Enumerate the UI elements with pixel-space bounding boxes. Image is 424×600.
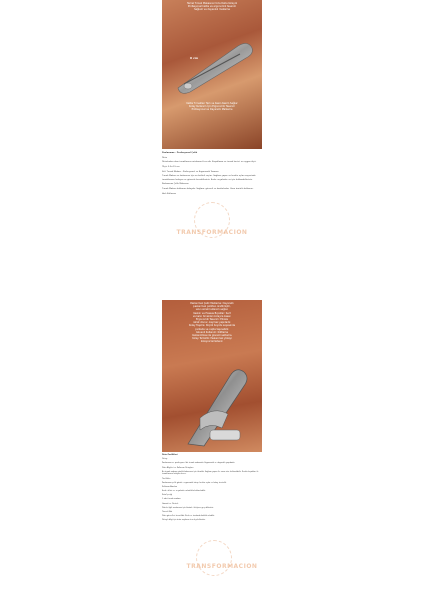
description-text-1 <box>162 152 262 197</box>
banner-2-line: Ergonomik Tasarım: Elinize <box>195 318 229 322</box>
text-paragraph: Ürün Bilgileri ve Kullanım Detayları <box>162 466 194 469</box>
banner-2-line: paslanmaz çelikten üretilmiştir, <box>193 305 231 309</box>
banner-2-line: Güvenli Kullanım: Kilitleme <box>195 330 229 334</box>
size-label: 6 cm <box>190 56 199 60</box>
nail-clipper-image <box>168 28 258 98</box>
banner-1-line: Sağlam ve dayanıklı malzeme <box>194 8 230 12</box>
product-description-column <box>162 0 262 600</box>
banner-2-line: Kolay Taşıma: Küçük boyutu sayesinde <box>188 324 236 328</box>
watermark-text: TRANSFORMACION <box>186 563 258 570</box>
nail-clipper-closeup-image <box>170 356 254 448</box>
text-paragraph: Hızlı Kullanım <box>162 192 176 195</box>
text-paragraph: Ürünle ilgili sorularınız için bizimle iletişime geçebilirsiniz. <box>162 506 214 509</box>
text-paragraph: Detay <box>162 458 168 461</box>
banner-2-line: rahat oturur, kaymaz yapıdadır. <box>193 321 231 325</box>
banner-2-line: kolayca temizlenir. <box>200 340 224 344</box>
text-paragraph: Paslanmaz Çelik Malzeme <box>162 183 189 186</box>
banner-2-line: Kolay Temizlik: Paslanmaz yüzeyi <box>192 337 232 341</box>
text-paragraph: Bu tırnak makası günlük bakımınız için idealdir. Sağlam yapısı ile uzun süre kullanılabilir. Keskin bıçakları ile tırnaklarınızı kolayca keser. <box>162 470 259 476</box>
banner-1-bottom-line: Profesyonel ve Dayanıklı Malzeme <box>191 108 233 112</box>
text-paragraph: Ürün Özellikleri <box>162 454 178 456</box>
text-paragraph: Ölçü: 5.5x1.5 cm <box>162 166 180 169</box>
text-paragraph: 1 adet tırnak makası. <box>162 498 182 501</box>
product-banner-2 <box>162 300 262 452</box>
text-paragraph: Detaylı bilgi için ürün sayfasını inceleyebilirsiniz. <box>162 519 206 522</box>
text-greeting: Ürün <box>162 156 168 159</box>
banner-2-line: Keskin ve Hassas Bıçaklar: Sert <box>193 311 231 315</box>
banner-1-line: Profesyonel kalite ve ergonomik tasarım <box>187 5 237 9</box>
banner-2-line: çantada ve cepte taşınabilir. <box>195 327 229 331</box>
banner-1-bottom-line: Kalite Tırnakları Tam ve Kesin Kesim Sağlar <box>186 102 238 105</box>
banner-2-line: ve kalın tırnakları kolayca keser. <box>192 314 232 318</box>
product-banner-1 <box>162 0 262 149</box>
text-paragraph: Evde, ofiste ve seyahatte rahatlıkla kullanılabilir. <box>162 490 206 493</box>
text-paragraph: Paslanmaz çelik gövde, ergonomik tutuş, keskin uçlar ve kolay temizlik. <box>162 481 227 484</box>
text-paragraph: Tırnak Makası kullanımı kolaydır. Sağlam, güvenli ve konforludur. Uzun ömürlü kullanım. <box>162 187 254 190</box>
text-paragraph: Kutu İçeriği <box>162 494 173 497</box>
text-paragraph: Ürün görselleri temsilidir. Renk ve tonlarda farklılık olabilir. <box>162 515 215 518</box>
text-paragraph: Özellikler: <box>162 477 171 480</box>
banner-2-line: Paslanmaz Çelik Malzeme: Dayanıklı <box>190 302 234 305</box>
text-paragraph: Kullanım Alanları <box>162 485 178 488</box>
text-paragraph: Önemli Not <box>162 511 173 514</box>
banner-2-line: uzun süreli kullanım sağlar. <box>195 308 229 312</box>
watermark-text: TRANSFORMACION <box>176 229 248 236</box>
banner-2-line: mekanizması ile güvenli saklama. <box>191 334 233 338</box>
banner-1-line: Temel Tırnak Makasınız Ucla Daha Kolaydı <box>186 2 237 5</box>
description-text-2 <box>162 454 262 524</box>
watermark-emblem <box>196 540 232 576</box>
text-paragraph: Ürünlerden olan tırnaklarınız ortalama 6 cm dir. Kuşaklama ve tırnak kesici, en uygun ölçü. <box>162 161 257 164</box>
text-heading: Paslanmaz - Profesyonel Çelik <box>162 152 198 154</box>
text-paragraph: Paslanmaz ve profesyonel bir tırnak makasıdır. Ergonomik ve dayanıklı yapıdadır. <box>162 462 235 465</box>
text-paragraph: Garanti ve Destek <box>162 502 179 505</box>
text-paragraph: Stil: Tırnak Makası - Profesyonel ve Ergonomik Tasarım <box>162 170 219 173</box>
banner-1-bottom-line: Kolay Kullanım İçin Ergonomik Tasarım <box>189 105 235 109</box>
text-paragraph: Tırnak Makası ve bakımınız için en kaliteli seçim. Sağlam yapısı ve keskin uçları sayesinde tırnaklarınızı kolayca ve güvenle kesebilirsiniz. Evde, seyahatte ve işte kullanabilirsiniz. <box>162 175 256 181</box>
